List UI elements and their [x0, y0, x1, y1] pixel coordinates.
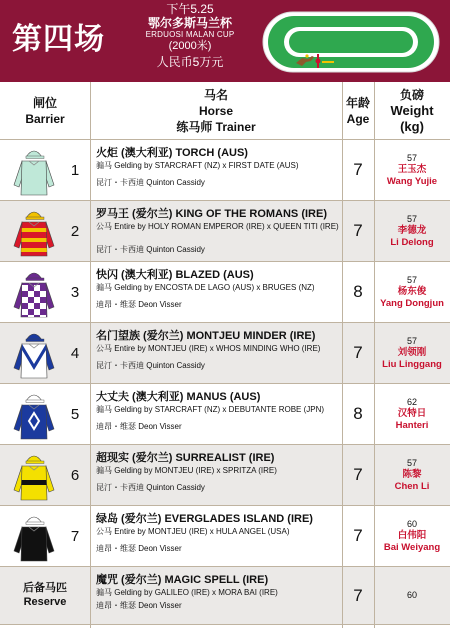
horse-trainer: 昆汀・卡西迪 Quinton Cassidy: [96, 483, 205, 492]
jockey-name-en: Wang Yujie: [386, 176, 438, 187]
column-divider: [374, 82, 375, 628]
runner-table: [0, 140, 450, 625]
horse-breeding: 骟马 Gelding by GALILEO (IRE) x MORA BAI (IRE): [96, 588, 278, 597]
horse-trainer: 昆汀・卡西迪 Quinton Cassidy: [96, 245, 205, 254]
reserve-label-en: Reserve: [23, 596, 67, 608]
horse-trainer: 昆汀・卡西迪 Quinton Cassidy: [96, 178, 205, 187]
race-info: [122, 3, 258, 70]
table-row: [0, 445, 450, 506]
horse-trainer: 昆汀・卡西迪 Quinton Cassidy: [96, 361, 205, 370]
age-en: Age: [346, 111, 370, 126]
weight-unit: (kg): [400, 118, 424, 134]
horse-age: 7: [342, 323, 374, 383]
weight-cn: 负磅: [399, 87, 424, 102]
carried-weight: 57: [406, 275, 417, 285]
column-header-horse: [90, 82, 342, 140]
horse-breeding: 骟马 Gelding by MONTJEU (IRE) x SPRITZA (IRE): [96, 466, 277, 475]
jockey-name-cn: 王玉杰: [397, 164, 427, 175]
table-row: [0, 506, 450, 567]
race-cup-cn: 鄂尔多斯马兰杯: [147, 16, 232, 30]
age-cn: 年龄: [345, 95, 370, 110]
jockey-name-cn: 李德龙: [397, 225, 427, 236]
barrier-number: 4: [70, 344, 80, 362]
carried-weight: 62: [406, 397, 417, 407]
jockey-name-en: Bai Weiyang: [383, 542, 441, 553]
jockey-silk-icon: [12, 450, 56, 502]
jockey-silk-icon: [12, 389, 56, 441]
jockey-name-cn: 白伟阳: [397, 530, 427, 541]
horse-age: 7: [342, 567, 374, 624]
horse-name: 名门望族 (爱尔兰) MONTJEU MINDER (IRE): [96, 330, 316, 342]
horse-cn: 马名: [203, 87, 228, 102]
jockey-name-en: Chen Li: [394, 481, 430, 492]
barrier-en: Barrier: [25, 111, 65, 126]
barrier-cn: 闸位: [32, 95, 57, 110]
barrier-number: 2: [70, 222, 80, 240]
carried-weight: 57: [406, 458, 417, 468]
reserve-label-cn: 后备马匹: [23, 582, 67, 594]
horse-trainer: 迪昂・维瑟 Deon Visser: [96, 601, 182, 610]
jockey-name-en: Li Delong: [390, 237, 434, 248]
carried-weight: 57: [406, 336, 417, 346]
race-cup-en: ERDUOSI MALAN CUP: [145, 30, 235, 39]
jockey-silk-icon: [12, 511, 56, 563]
horse-breeding: 骟马 Gelding by STARCRAFT (NZ) x FIRST DATE (AUS): [96, 161, 299, 170]
jockey-name-cn: 杨东俊: [397, 286, 427, 297]
column-header-barrier: [0, 82, 90, 140]
table-row: [0, 140, 450, 201]
horse-name: 魔咒 (爱尔兰) MAGIC SPELL (IRE): [96, 574, 269, 586]
horse-trainer: 迪昂・维瑟 Deon Visser: [96, 544, 182, 553]
horse-en: Horse: [198, 103, 233, 118]
jockey-silk-icon: [12, 267, 56, 319]
table-row: [0, 384, 450, 445]
column-divider: [342, 82, 343, 628]
horse-breeding: 公马 Entire by MONTJEU (IRE) x HULA ANGEL (USA): [96, 527, 290, 536]
weight-en: Weight: [390, 102, 434, 118]
horse-name: 火炬 (澳大利亚) TORCH (AUS): [96, 147, 248, 159]
horse-breeding: 公马 Entire by HOLY ROMAN EMPEROR (IRE) x QUEEN TITI (IRE): [96, 222, 339, 231]
race-header: [0, 0, 450, 82]
jockey-name-en: Hanteri: [395, 420, 429, 431]
table-row: [0, 201, 450, 262]
carried-weight: 60: [406, 590, 417, 600]
jockey-name-en: Yang Dongjun: [380, 298, 444, 309]
carried-weight: 60: [406, 519, 417, 529]
horse-name: 罗马王 (爱尔兰) KING OF THE ROMANS (IRE): [96, 208, 327, 220]
horse-breeding: 骟马 Gelding by ENCOSTA DE LAGO (AUS) x BRUGES (NZ): [96, 283, 315, 292]
horse-age: 7: [353, 526, 363, 545]
track-diagram-icon: [262, 10, 440, 79]
table-row: [0, 262, 450, 323]
race-distance: (2000米): [168, 40, 212, 52]
jockey-name-cn: 汉特日: [397, 408, 427, 419]
barrier-number: 3: [70, 283, 80, 301]
horse-name: 超现实 (爱尔兰) SURREALIST (IRE): [96, 452, 275, 464]
horse-name: 大丈夫 (澳大利亚) MANUS (AUS): [96, 391, 261, 403]
barrier-number: 7: [70, 527, 80, 545]
race-time: 下午5.25: [166, 2, 214, 16]
horse-age: 7: [342, 201, 374, 261]
horse-name: 快闪 (澳大利亚) BLAZED (AUS): [96, 269, 254, 281]
jockey-silk-icon: [12, 206, 56, 258]
horse-breeding: 骟马 Gelding by STARCRAFT (NZ) x DEBUTANTE ROBE (JPN): [96, 405, 325, 414]
horse-age: 7: [342, 445, 374, 505]
column-divider: [90, 82, 91, 628]
horse-name: 绿岛 (爱尔兰) EVERGLADES ISLAND (IRE): [96, 513, 313, 525]
jockey-name-cn: 陈黎: [402, 469, 422, 480]
trainer-header: 练马师 Trainer: [176, 119, 256, 134]
horse-trainer: 迪昂・维瑟 Deon Visser: [96, 422, 182, 431]
horse-age: 8: [353, 404, 363, 423]
jockey-silk-icon: [12, 145, 56, 197]
jockey-name-cn: 刘领刚: [397, 347, 427, 358]
barrier-number: 1: [70, 161, 80, 179]
horse-breeding: 公马 Entire by MONTJEU (IRE) x WHOS MINDING WHO (IRE): [96, 344, 321, 353]
barrier-number: 6: [70, 466, 80, 484]
carried-weight: 57: [406, 214, 417, 224]
race-number-title: 第四场: [12, 22, 105, 57]
carried-weight: 57: [406, 153, 417, 163]
column-header-age: [342, 82, 374, 140]
column-header-weight: [374, 82, 450, 140]
reserve-row: [0, 567, 450, 625]
table-row: [0, 323, 450, 384]
horse-trainer: 迪昂・维瑟 Deon Visser: [96, 300, 182, 309]
horse-age: 7: [353, 160, 363, 179]
race-prize: 人民币5万元: [156, 55, 224, 69]
barrier-number: 5: [70, 405, 80, 423]
jockey-silk-icon: [12, 328, 56, 380]
jockey-name-en: Liu Linggang: [382, 359, 442, 370]
horse-age: 8: [353, 282, 363, 301]
